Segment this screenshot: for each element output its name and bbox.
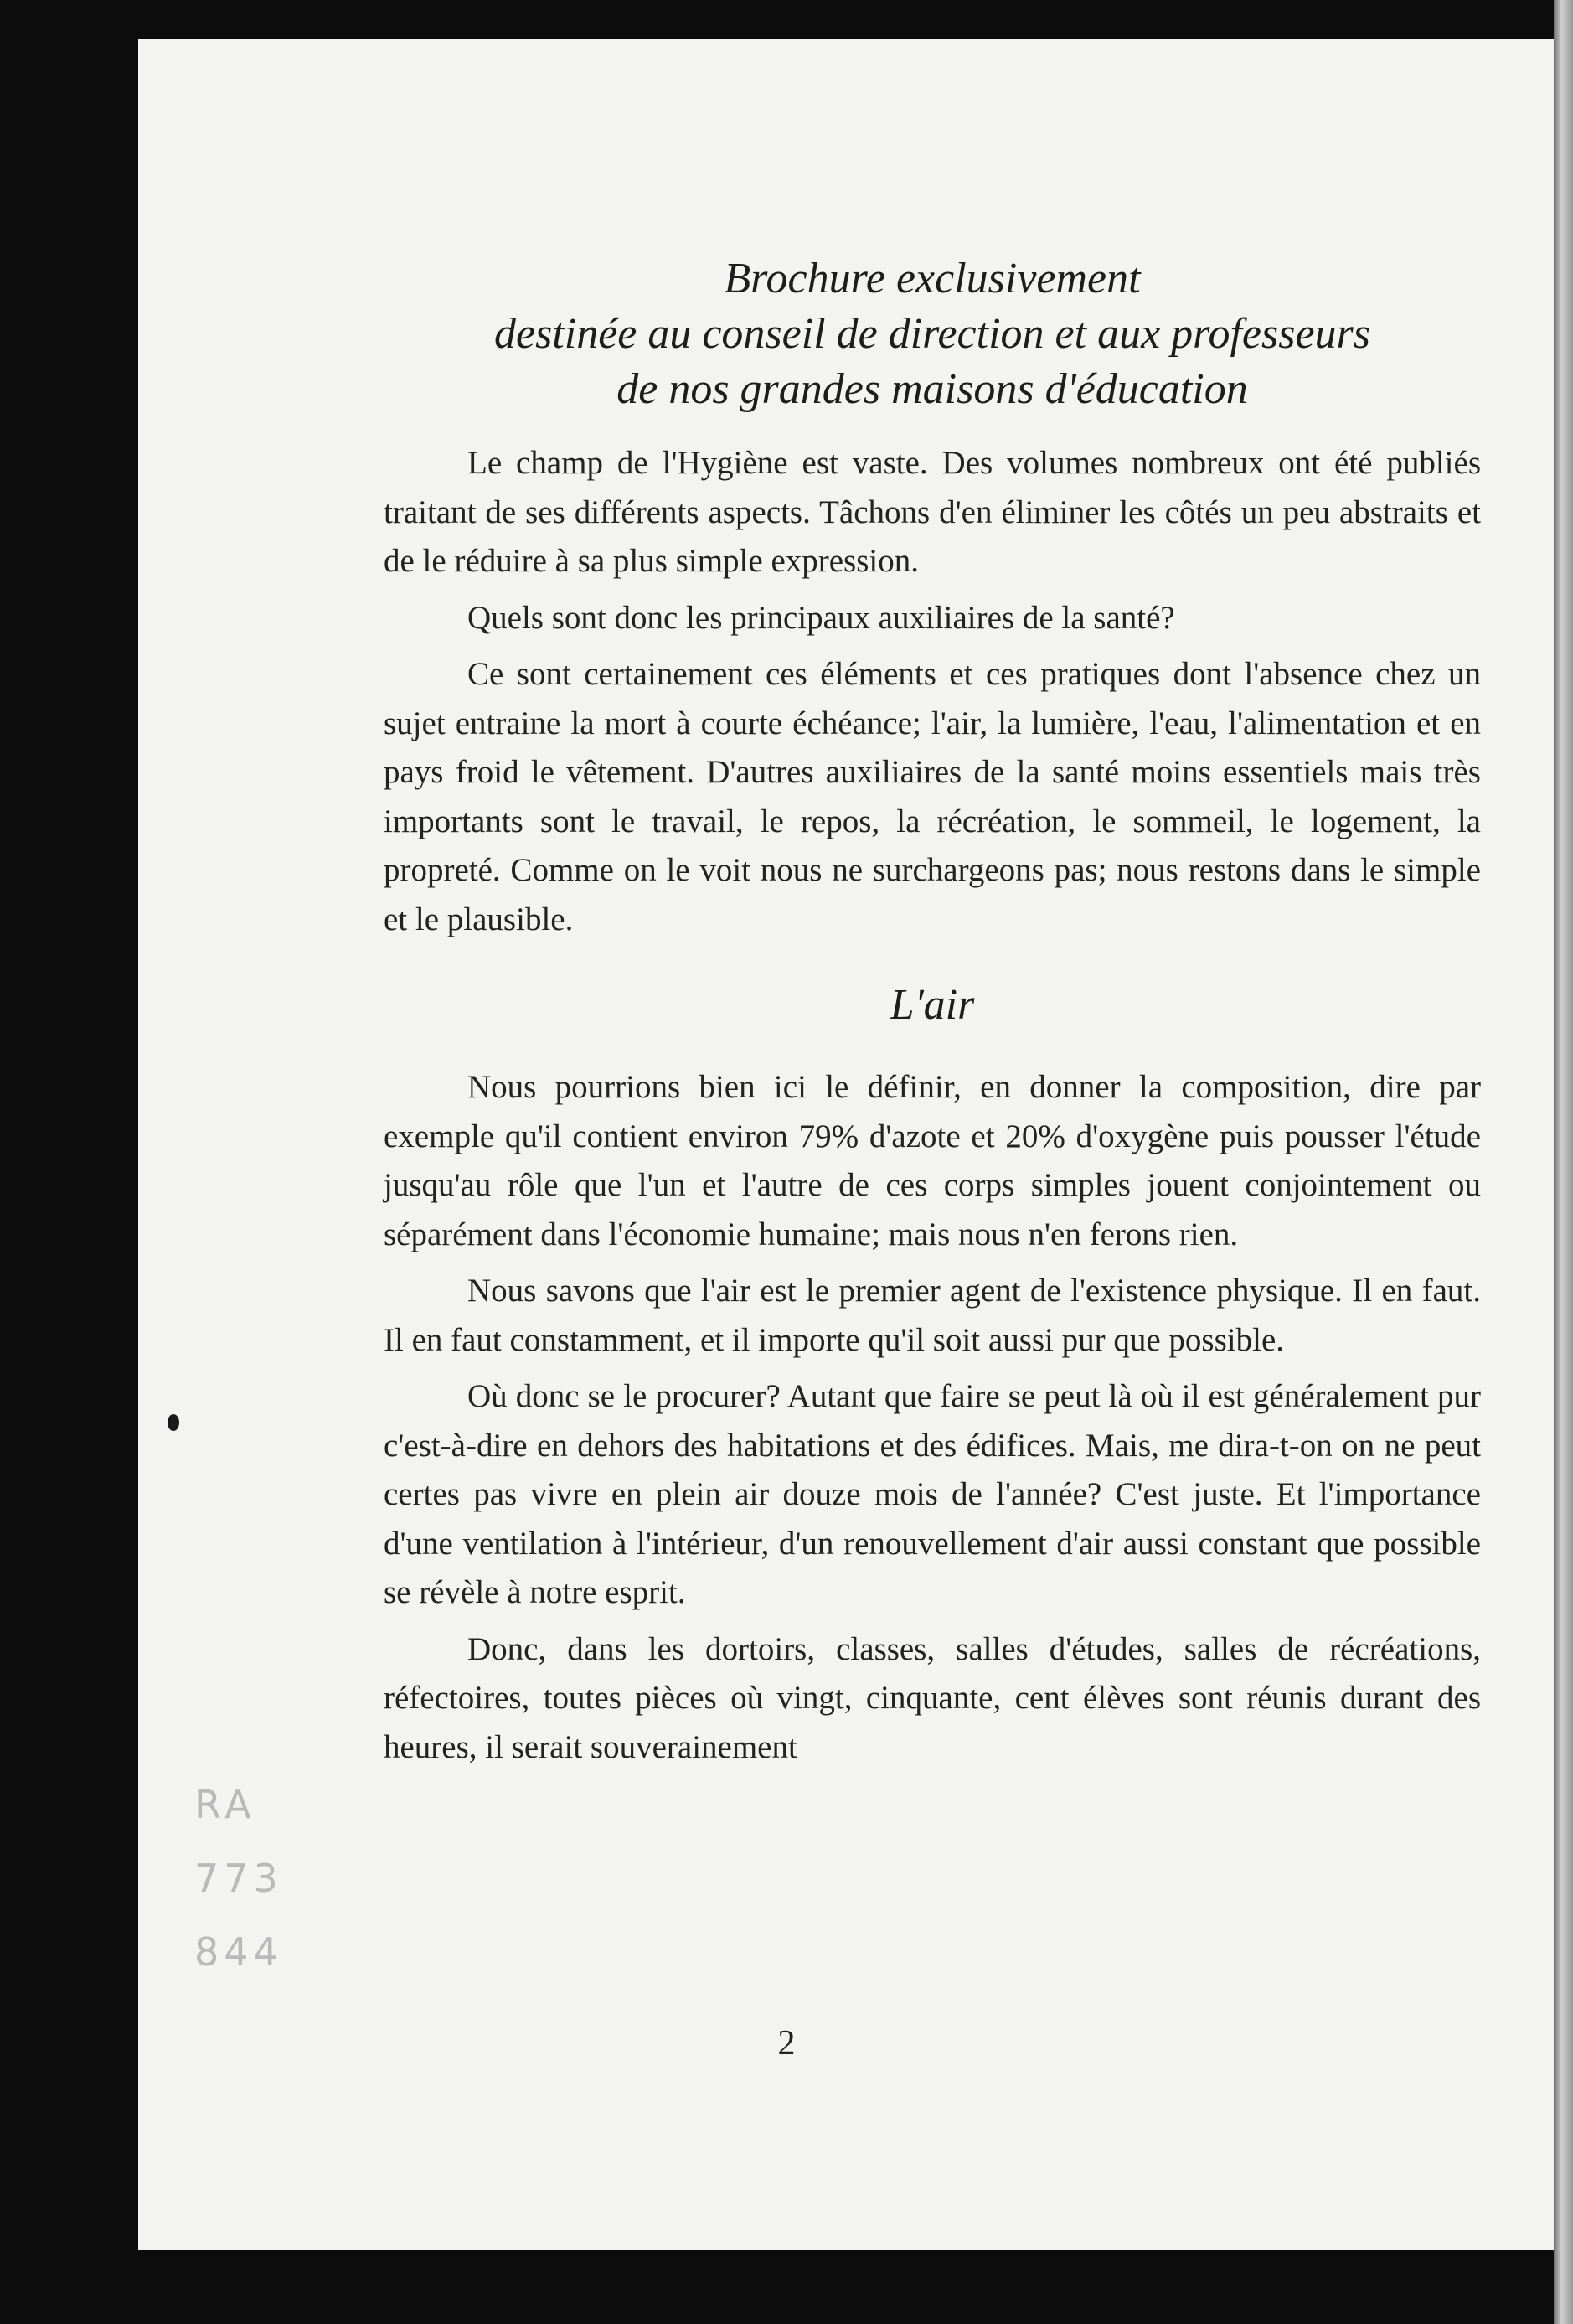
brochure-title [384, 251, 1481, 417]
page-edge [1554, 0, 1573, 2324]
page-number: 2 [777, 2024, 796, 2063]
intro-paragraph-2: Quels sont donc les principaux auxiliaires de la santé? [467, 599, 1175, 636]
call-number-line-3: 844 [194, 1929, 283, 1975]
intro-paragraph-3: Ce sont certainement ces éléments et ces pratiques dont l'absence chez un sujet entraine la mort à courte échéance; l'air, la lumière, l'eau, l'alimentation et en pays froid le vêtement. D'autres auxiliaires de la santé moins essentiels mais très importants sont le travail, le repos, la récréation, le sommeil, le logement, la propreté. Comme on le voit nous ne surchargeons pas; nous restons dans le simple et le plausible. [384, 656, 1481, 937]
title-line-1: Brochure exclusivement [724, 255, 1141, 302]
air-paragraph-2: Nous savons que l'air est le premier agent de l'existence physique. Il en faut. Il en faut constamment, et il importe qu'il soit aussi pur que possible. [384, 1273, 1481, 1358]
air-paragraph-4: Donc, dans les dortoirs, classes, salles d'études, salles de récréations, réfectoires, toutes pièces où vingt, cinquante, cent élèves sont réunis durant des heures, il serait souverainement [384, 1630, 1481, 1765]
intro-paragraph-1: Le champ de l'Hygiène est vaste. Des volumes nombreux ont été publiés traitant de ses différents aspects. Tâchons d'en éliminer les côtés un peu abstraits et de le réduire à sa plus simple expression. [384, 445, 1481, 579]
air-paragraph-3: Où donc se le procurer? Autant que faire se peut là où il est généralement pur c'est-à-dire en dehors des habitations et des édifices. Mais, me dira-t-on on ne peut certes pas vivre en plein air douze mois de l'année? C'est juste. Et l'importance d'une ventilation à l'intérieur, d'un renouvellement d'air aussi constant que possible se révèle à notre esprit. [384, 1378, 1481, 1610]
call-number-line-1: RA [194, 1782, 256, 1827]
call-number-line-2: 773 [194, 1856, 283, 1901]
margin-call-number [194, 1768, 283, 1989]
margin-dot-mark [168, 1414, 179, 1431]
air-paragraph-1: Nous pourrions bien ici le définir, en donner la composition, dire par exemple qu'il contient environ 79% d'azote et 20% d'oxygène puis pousser l'étude jusqu'au rôle que l'un et l'autre de ces corps simples jouent conjointement ou séparément dans l'économie humaine; mais nous n'en ferons rien. [384, 1069, 1481, 1252]
title-line-3: de nos grandes maisons d'éducation [616, 365, 1248, 413]
title-line-2: destinée au conseil de direction et aux professeurs [493, 310, 1371, 358]
section-heading-air: L'air [890, 981, 975, 1029]
page-body [384, 251, 1481, 1772]
